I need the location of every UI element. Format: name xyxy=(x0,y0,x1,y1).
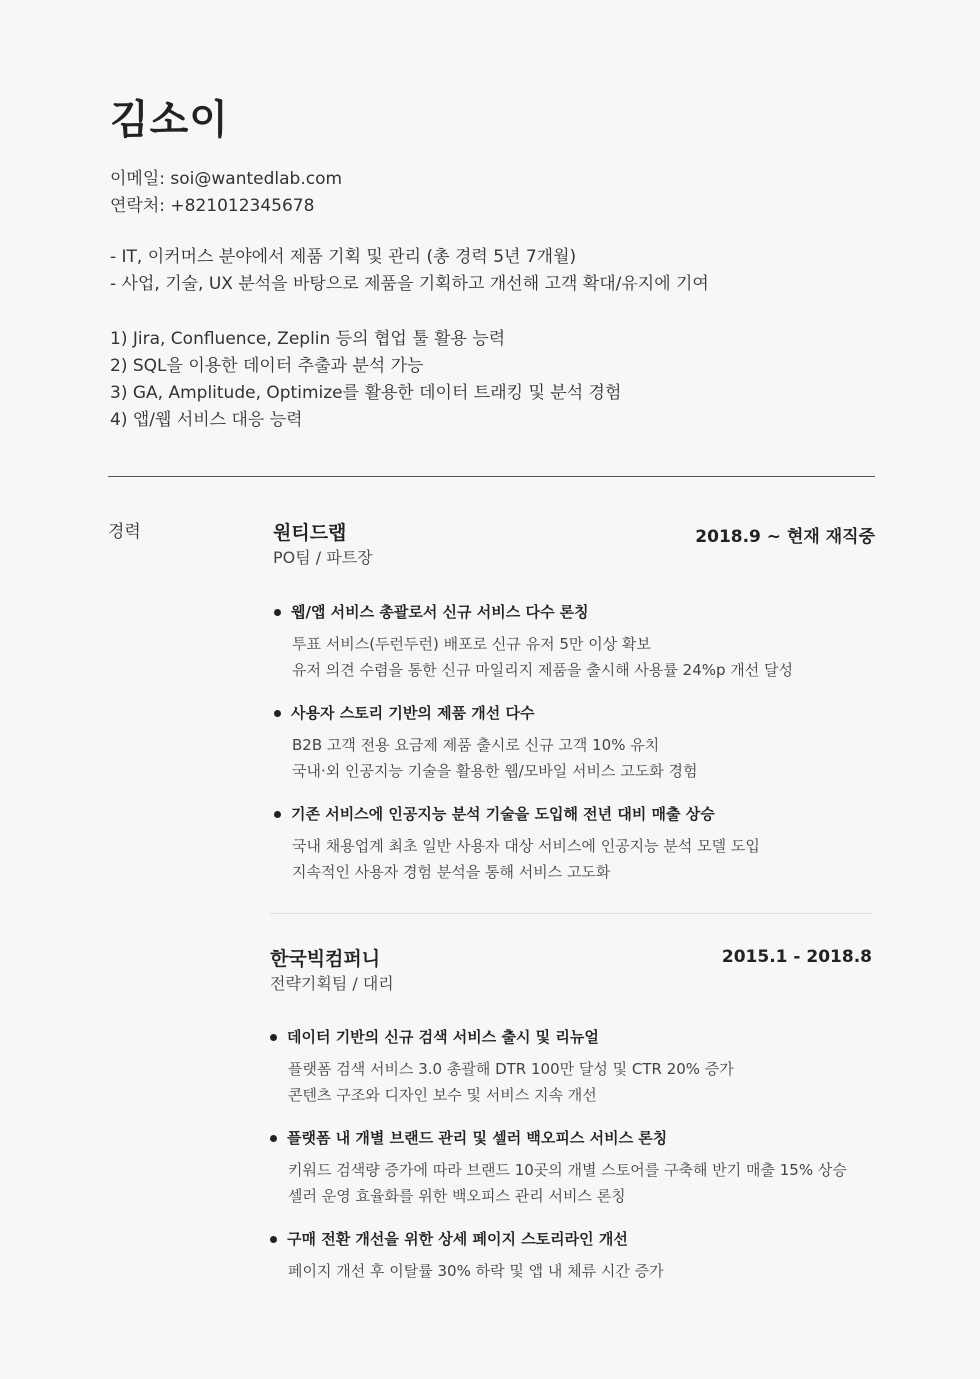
achievement-title-text: 구매 전환 개선을 위한 상세 페이지 스토리라인 개선 xyxy=(287,1230,628,1248)
achievement-detail: 국내 채용업계 최초 일반 사용자 대상 서비스에 인공지능 분석 모델 도입 xyxy=(292,837,760,855)
section-divider xyxy=(108,476,875,477)
achievement-title xyxy=(270,1228,664,1250)
achievement-detail: 키워드 검색량 증가에 따라 브랜드 10곳의 개별 스토어를 구축해 반기 매출 15% 상승 xyxy=(288,1161,847,1179)
job-divider xyxy=(270,913,872,914)
achievement-title xyxy=(274,702,697,724)
achievement-detail: 콘텐츠 구조와 디자인 보수 및 서비스 지속 개선 xyxy=(288,1086,597,1104)
job-period: 2018.9 ~ 현재 재직중 xyxy=(695,527,875,547)
achievement-title xyxy=(274,803,760,825)
achievement-detail: 유저 의견 수렴을 통한 신규 마일리지 제품을 출시해 사용률 24%p 개선 달성 xyxy=(292,661,794,679)
achievement-detail: 국내·외 인공지능 기술을 활용한 웹/모바일 서비스 고도화 경험 xyxy=(292,762,698,780)
achievement-title-text: 데이터 기반의 신규 검색 서비스 출시 및 리뉴얼 xyxy=(287,1028,599,1046)
career-summary xyxy=(110,244,709,298)
applicant-name: 김소이 xyxy=(110,97,229,143)
bullet-icon xyxy=(270,1236,277,1243)
skills-list xyxy=(110,326,621,434)
achievement-title-text: 플랫폼 내 개별 브랜드 관리 및 셀러 백오피스 서비스 론칭 xyxy=(287,1129,668,1147)
achievement-detail: 플랫폼 검색 서비스 3.0 총괄해 DTR 100만 달성 및 CTR 20% 증가 xyxy=(288,1060,734,1078)
bullet-icon xyxy=(274,811,281,818)
achievement-title-text: 웹/앱 서비스 총괄로서 신규 서비스 다수 론칭 xyxy=(291,603,589,621)
bullet-icon xyxy=(274,710,281,717)
achievement-title xyxy=(274,601,793,623)
achievement-detail: 셀러 운영 효율화를 위한 백오피스 관리 서비스 론칭 xyxy=(288,1187,626,1205)
achievement-detail: 지속적인 사용자 경험 분석을 통해 서비스 고도화 xyxy=(292,863,611,881)
company-name: 원티드랩 xyxy=(273,522,347,544)
achievement-item xyxy=(270,1026,734,1108)
skill-item: 2) SQL을 이용한 데이터 추출과 분석 가능 xyxy=(110,356,424,376)
achievement-title-text: 사용자 스토리 기반의 제품 개선 다수 xyxy=(291,704,535,722)
achievement-title xyxy=(270,1127,847,1149)
achievement-item xyxy=(270,1228,664,1284)
summary-line: - 사업, 기술, UX 분석을 바탕으로 제품을 기획하고 개선해 고객 확대/유지에 기여 xyxy=(110,274,709,294)
achievement-item xyxy=(270,1127,847,1209)
achievement-detail: B2B 고객 전용 요금제 제품 출시로 신규 고객 10% 유치 xyxy=(292,736,660,754)
job-period: 2015.1 - 2018.8 xyxy=(721,947,872,967)
achievement-detail: 페이지 개선 후 이탈률 30% 하락 및 앱 내 체류 시간 증가 xyxy=(288,1262,664,1280)
skill-item: 3) GA, Amplitude, Optimize를 활용한 데이터 트래킹 및 분석 경험 xyxy=(110,383,622,403)
bullet-icon xyxy=(270,1135,277,1142)
bullet-icon xyxy=(270,1034,277,1041)
experience-section-label: 경력 xyxy=(108,522,141,542)
job-role: 전략기획팀 / 대리 xyxy=(270,974,394,993)
job-role: PO팀 / 파트장 xyxy=(273,548,373,567)
email-line: 이메일: soi@wantedlab.com xyxy=(110,169,343,189)
achievement-title xyxy=(270,1026,734,1048)
skill-item: 4) 앱/웹 서비스 대응 능력 xyxy=(110,410,303,430)
company-name: 한국빅컴퍼니 xyxy=(270,948,381,970)
achievement-detail: 투표 서비스(두런두런) 배포로 신규 유저 5만 이상 확보 xyxy=(292,635,651,653)
achievement-title-text: 기존 서비스에 인공지능 분석 기술을 도입해 전년 대비 매출 상승 xyxy=(291,805,715,823)
achievement-item xyxy=(274,803,760,885)
achievement-item xyxy=(274,601,793,683)
bullet-icon xyxy=(274,609,281,616)
summary-line: - IT, 이커머스 분야에서 제품 기획 및 관리 (총 경력 5년 7개월) xyxy=(110,247,577,267)
skill-item: 1) Jira, Confluence, Zeplin 등의 협업 툴 활용 능력 xyxy=(110,329,506,349)
achievement-item xyxy=(274,702,697,784)
phone-line: 연락처: +821012345678 xyxy=(110,196,315,216)
